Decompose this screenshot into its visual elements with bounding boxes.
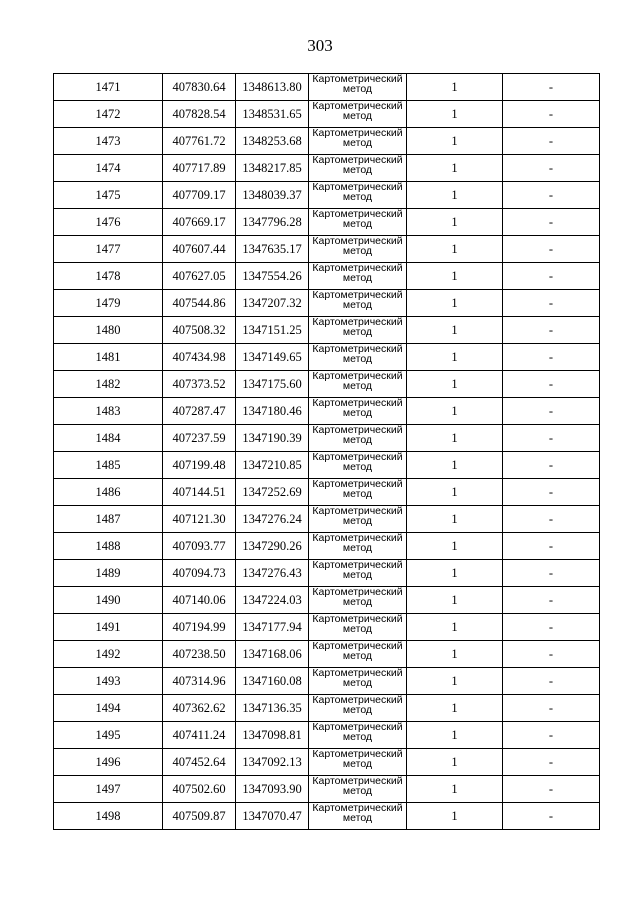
method-line-1: Картометрический	[312, 154, 403, 166]
note-cell: -	[503, 776, 600, 803]
method-cell	[309, 668, 407, 695]
count-cell: 1	[407, 101, 503, 128]
table-row	[54, 560, 600, 587]
method-cell	[309, 155, 407, 182]
note-cell: -	[503, 722, 600, 749]
y-coordinate-cell: 1347210.85	[236, 452, 309, 479]
method-line-1: Картометрический	[312, 424, 403, 436]
x-coordinate-cell: 407434.98	[163, 344, 236, 371]
method-line-2: метод	[342, 677, 373, 689]
method-cell	[309, 533, 407, 560]
note-cell: -	[503, 425, 600, 452]
y-coordinate-cell: 1348039.37	[236, 182, 309, 209]
method-line-1: Картометрический	[312, 586, 403, 598]
y-coordinate-cell: 1347070.47	[236, 803, 309, 830]
table-row	[54, 425, 600, 452]
x-coordinate-cell: 407627.05	[163, 263, 236, 290]
table-row	[54, 263, 600, 290]
table-row	[54, 290, 600, 317]
x-coordinate-cell: 407237.59	[163, 425, 236, 452]
count-cell: 1	[407, 803, 503, 830]
method-line-2: метод	[342, 623, 373, 635]
y-coordinate-cell: 1347177.94	[236, 614, 309, 641]
method-line-1: Картометрический	[312, 532, 403, 544]
note-cell: -	[503, 695, 600, 722]
method-line-2: метод	[342, 461, 373, 473]
point-number-cell: 1485	[54, 452, 163, 479]
table-row	[54, 398, 600, 425]
table-row	[54, 722, 600, 749]
y-coordinate-cell: 1347224.03	[236, 587, 309, 614]
count-cell: 1	[407, 722, 503, 749]
method-line-1: Картометрический	[312, 613, 403, 625]
x-coordinate-cell: 407238.50	[163, 641, 236, 668]
y-coordinate-cell: 1347207.32	[236, 290, 309, 317]
point-number-cell: 1477	[54, 236, 163, 263]
x-coordinate-cell: 407362.62	[163, 695, 236, 722]
table-row	[54, 533, 600, 560]
y-coordinate-cell: 1347180.46	[236, 398, 309, 425]
note-cell: -	[503, 641, 600, 668]
table-row	[54, 155, 600, 182]
x-coordinate-cell: 407502.60	[163, 776, 236, 803]
point-number-cell: 1484	[54, 425, 163, 452]
note-cell: -	[503, 101, 600, 128]
method-line-1: Картометрический	[312, 748, 403, 760]
note-cell: -	[503, 371, 600, 398]
method-line-2: метод	[342, 569, 373, 581]
x-coordinate-cell: 407373.52	[163, 371, 236, 398]
x-coordinate-cell: 407199.48	[163, 452, 236, 479]
method-cell	[309, 641, 407, 668]
count-cell: 1	[407, 263, 503, 290]
point-number-cell: 1480	[54, 317, 163, 344]
method-line-1: Картометрический	[312, 208, 403, 220]
count-cell: 1	[407, 128, 503, 155]
table-row	[54, 776, 600, 803]
method-cell	[309, 722, 407, 749]
method-cell	[309, 290, 407, 317]
count-cell: 1	[407, 290, 503, 317]
x-coordinate-cell: 407607.44	[163, 236, 236, 263]
point-number-cell: 1488	[54, 533, 163, 560]
table-row	[54, 749, 600, 776]
count-cell: 1	[407, 479, 503, 506]
note-cell: -	[503, 344, 600, 371]
note-cell: -	[503, 128, 600, 155]
note-cell: -	[503, 479, 600, 506]
count-cell: 1	[407, 614, 503, 641]
method-line-2: метод	[342, 299, 373, 311]
note-cell: -	[503, 155, 600, 182]
method-cell	[309, 209, 407, 236]
count-cell: 1	[407, 236, 503, 263]
method-line-2: метод	[342, 542, 373, 554]
point-number-cell: 1493	[54, 668, 163, 695]
count-cell: 1	[407, 209, 503, 236]
method-cell	[309, 398, 407, 425]
method-line-2: метод	[342, 812, 373, 824]
point-number-cell: 1473	[54, 128, 163, 155]
point-number-cell: 1481	[54, 344, 163, 371]
point-number-cell: 1492	[54, 641, 163, 668]
point-number-cell: 1478	[54, 263, 163, 290]
note-cell: -	[503, 209, 600, 236]
table-row	[54, 506, 600, 533]
y-coordinate-cell: 1348613.80	[236, 74, 309, 101]
note-cell: -	[503, 668, 600, 695]
method-cell	[309, 560, 407, 587]
method-cell	[309, 587, 407, 614]
method-line-1: Картометрический	[312, 262, 403, 274]
method-line-1: Картометрический	[312, 721, 403, 733]
method-line-1: Картометрический	[312, 100, 403, 112]
method-line-2: метод	[342, 488, 373, 500]
method-line-1: Картометрический	[312, 640, 403, 652]
method-line-2: метод	[342, 191, 373, 203]
note-cell: -	[503, 506, 600, 533]
method-line-2: метод	[342, 353, 373, 365]
y-coordinate-cell: 1347276.24	[236, 506, 309, 533]
method-line-1: Картометрический	[312, 451, 403, 463]
method-cell	[309, 506, 407, 533]
point-number-cell: 1476	[54, 209, 163, 236]
method-line-2: метод	[342, 380, 373, 392]
note-cell: -	[503, 452, 600, 479]
method-cell	[309, 182, 407, 209]
method-cell	[309, 74, 407, 101]
y-coordinate-cell: 1347252.69	[236, 479, 309, 506]
method-line-1: Картометрический	[312, 289, 403, 301]
method-cell	[309, 101, 407, 128]
table-row	[54, 344, 600, 371]
x-coordinate-cell: 407314.96	[163, 668, 236, 695]
count-cell: 1	[407, 74, 503, 101]
count-cell: 1	[407, 371, 503, 398]
x-coordinate-cell: 407508.32	[163, 317, 236, 344]
count-cell: 1	[407, 749, 503, 776]
table-row	[54, 452, 600, 479]
count-cell: 1	[407, 695, 503, 722]
count-cell: 1	[407, 506, 503, 533]
method-line-2: метод	[342, 434, 373, 446]
point-number-cell: 1474	[54, 155, 163, 182]
note-cell: -	[503, 614, 600, 641]
point-number-cell: 1487	[54, 506, 163, 533]
y-coordinate-cell: 1347554.26	[236, 263, 309, 290]
method-line-2: метод	[342, 596, 373, 608]
point-number-cell: 1472	[54, 101, 163, 128]
method-line-2: метод	[342, 407, 373, 419]
method-line-1: Картометрический	[312, 397, 403, 409]
count-cell: 1	[407, 641, 503, 668]
table-row	[54, 641, 600, 668]
method-line-1: Картометрический	[312, 127, 403, 139]
method-line-2: метод	[342, 650, 373, 662]
method-cell	[309, 452, 407, 479]
method-line-1: Картометрический	[312, 316, 403, 328]
table-row	[54, 236, 600, 263]
count-cell: 1	[407, 776, 503, 803]
note-cell: -	[503, 236, 600, 263]
x-coordinate-cell: 407544.86	[163, 290, 236, 317]
count-cell: 1	[407, 344, 503, 371]
x-coordinate-cell: 407761.72	[163, 128, 236, 155]
method-line-1: Картометрический	[312, 343, 403, 355]
note-cell: -	[503, 317, 600, 344]
method-line-1: Картометрический	[312, 775, 403, 787]
point-number-cell: 1483	[54, 398, 163, 425]
method-cell	[309, 479, 407, 506]
method-cell	[309, 371, 407, 398]
count-cell: 1	[407, 668, 503, 695]
count-cell: 1	[407, 587, 503, 614]
note-cell: -	[503, 290, 600, 317]
x-coordinate-cell: 407121.30	[163, 506, 236, 533]
y-coordinate-cell: 1347160.08	[236, 668, 309, 695]
point-number-cell: 1497	[54, 776, 163, 803]
table-row	[54, 803, 600, 830]
coordinates-table	[53, 73, 600, 830]
method-line-2: метод	[342, 83, 373, 95]
table-row	[54, 695, 600, 722]
table-row	[54, 182, 600, 209]
point-number-cell: 1495	[54, 722, 163, 749]
method-cell	[309, 263, 407, 290]
method-line-2: метод	[342, 110, 373, 122]
x-coordinate-cell: 407828.54	[163, 101, 236, 128]
method-line-2: метод	[342, 785, 373, 797]
y-coordinate-cell: 1348531.65	[236, 101, 309, 128]
x-coordinate-cell: 407144.51	[163, 479, 236, 506]
count-cell: 1	[407, 398, 503, 425]
method-line-2: метод	[342, 758, 373, 770]
method-line-2: метод	[342, 218, 373, 230]
table-row	[54, 479, 600, 506]
y-coordinate-cell: 1348217.85	[236, 155, 309, 182]
method-line-1: Картометрический	[312, 478, 403, 490]
method-line-1: Картометрический	[312, 370, 403, 382]
count-cell: 1	[407, 425, 503, 452]
table-row	[54, 614, 600, 641]
point-number-cell: 1496	[54, 749, 163, 776]
x-coordinate-cell: 407140.06	[163, 587, 236, 614]
method-cell	[309, 128, 407, 155]
point-number-cell: 1490	[54, 587, 163, 614]
table-row	[54, 371, 600, 398]
table-row	[54, 128, 600, 155]
table-row	[54, 668, 600, 695]
method-line-2: метод	[342, 272, 373, 284]
method-line-1: Картометрический	[312, 694, 403, 706]
y-coordinate-cell: 1347098.81	[236, 722, 309, 749]
y-coordinate-cell: 1347175.60	[236, 371, 309, 398]
note-cell: -	[503, 533, 600, 560]
x-coordinate-cell: 407709.17	[163, 182, 236, 209]
method-cell	[309, 236, 407, 263]
count-cell: 1	[407, 155, 503, 182]
method-cell	[309, 776, 407, 803]
point-number-cell: 1494	[54, 695, 163, 722]
method-line-1: Картометрический	[312, 667, 403, 679]
count-cell: 1	[407, 182, 503, 209]
table-row	[54, 317, 600, 344]
count-cell: 1	[407, 317, 503, 344]
table-row	[54, 209, 600, 236]
method-line-2: метод	[342, 137, 373, 149]
x-coordinate-cell: 407830.64	[163, 74, 236, 101]
point-number-cell: 1489	[54, 560, 163, 587]
point-number-cell: 1475	[54, 182, 163, 209]
y-coordinate-cell: 1347190.39	[236, 425, 309, 452]
method-line-1: Картометрический	[312, 73, 403, 85]
note-cell: -	[503, 560, 600, 587]
count-cell: 1	[407, 533, 503, 560]
x-coordinate-cell: 407717.89	[163, 155, 236, 182]
note-cell: -	[503, 749, 600, 776]
method-cell	[309, 425, 407, 452]
method-line-1: Картометрический	[312, 181, 403, 193]
x-coordinate-cell: 407093.77	[163, 533, 236, 560]
method-cell	[309, 344, 407, 371]
method-line-1: Картометрический	[312, 505, 403, 517]
method-line-2: метод	[342, 731, 373, 743]
method-line-1: Картометрический	[312, 802, 403, 814]
y-coordinate-cell: 1347093.90	[236, 776, 309, 803]
y-coordinate-cell: 1347092.13	[236, 749, 309, 776]
page-number: 303	[307, 36, 333, 55]
note-cell: -	[503, 182, 600, 209]
point-number-cell: 1491	[54, 614, 163, 641]
point-number-cell: 1486	[54, 479, 163, 506]
table-body	[54, 74, 600, 830]
table-row	[54, 74, 600, 101]
x-coordinate-cell: 407287.47	[163, 398, 236, 425]
y-coordinate-cell: 1347290.26	[236, 533, 309, 560]
note-cell: -	[503, 74, 600, 101]
table-row	[54, 587, 600, 614]
y-coordinate-cell: 1347276.43	[236, 560, 309, 587]
method-cell	[309, 317, 407, 344]
x-coordinate-cell: 407452.64	[163, 749, 236, 776]
x-coordinate-cell: 407509.87	[163, 803, 236, 830]
y-coordinate-cell: 1347796.28	[236, 209, 309, 236]
method-cell	[309, 695, 407, 722]
note-cell: -	[503, 587, 600, 614]
x-coordinate-cell: 407194.99	[163, 614, 236, 641]
point-number-cell: 1482	[54, 371, 163, 398]
y-coordinate-cell: 1347136.35	[236, 695, 309, 722]
x-coordinate-cell: 407411.24	[163, 722, 236, 749]
y-coordinate-cell: 1348253.68	[236, 128, 309, 155]
method-cell	[309, 614, 407, 641]
point-number-cell: 1471	[54, 74, 163, 101]
method-cell	[309, 749, 407, 776]
method-line-2: метод	[342, 245, 373, 257]
y-coordinate-cell: 1347168.06	[236, 641, 309, 668]
count-cell: 1	[407, 452, 503, 479]
method-line-1: Картометрический	[312, 235, 403, 247]
x-coordinate-cell: 407094.73	[163, 560, 236, 587]
table-row	[54, 101, 600, 128]
note-cell: -	[503, 398, 600, 425]
method-line-2: метод	[342, 326, 373, 338]
method-line-1: Картометрический	[312, 559, 403, 571]
method-cell	[309, 803, 407, 830]
note-cell: -	[503, 803, 600, 830]
y-coordinate-cell: 1347635.17	[236, 236, 309, 263]
method-line-2: метод	[342, 704, 373, 716]
method-line-2: метод	[342, 164, 373, 176]
count-cell: 1	[407, 560, 503, 587]
note-cell: -	[503, 263, 600, 290]
point-number-cell: 1479	[54, 290, 163, 317]
x-coordinate-cell: 407669.17	[163, 209, 236, 236]
method-line-2: метод	[342, 515, 373, 527]
point-number-cell: 1498	[54, 803, 163, 830]
y-coordinate-cell: 1347149.65	[236, 344, 309, 371]
y-coordinate-cell: 1347151.25	[236, 317, 309, 344]
